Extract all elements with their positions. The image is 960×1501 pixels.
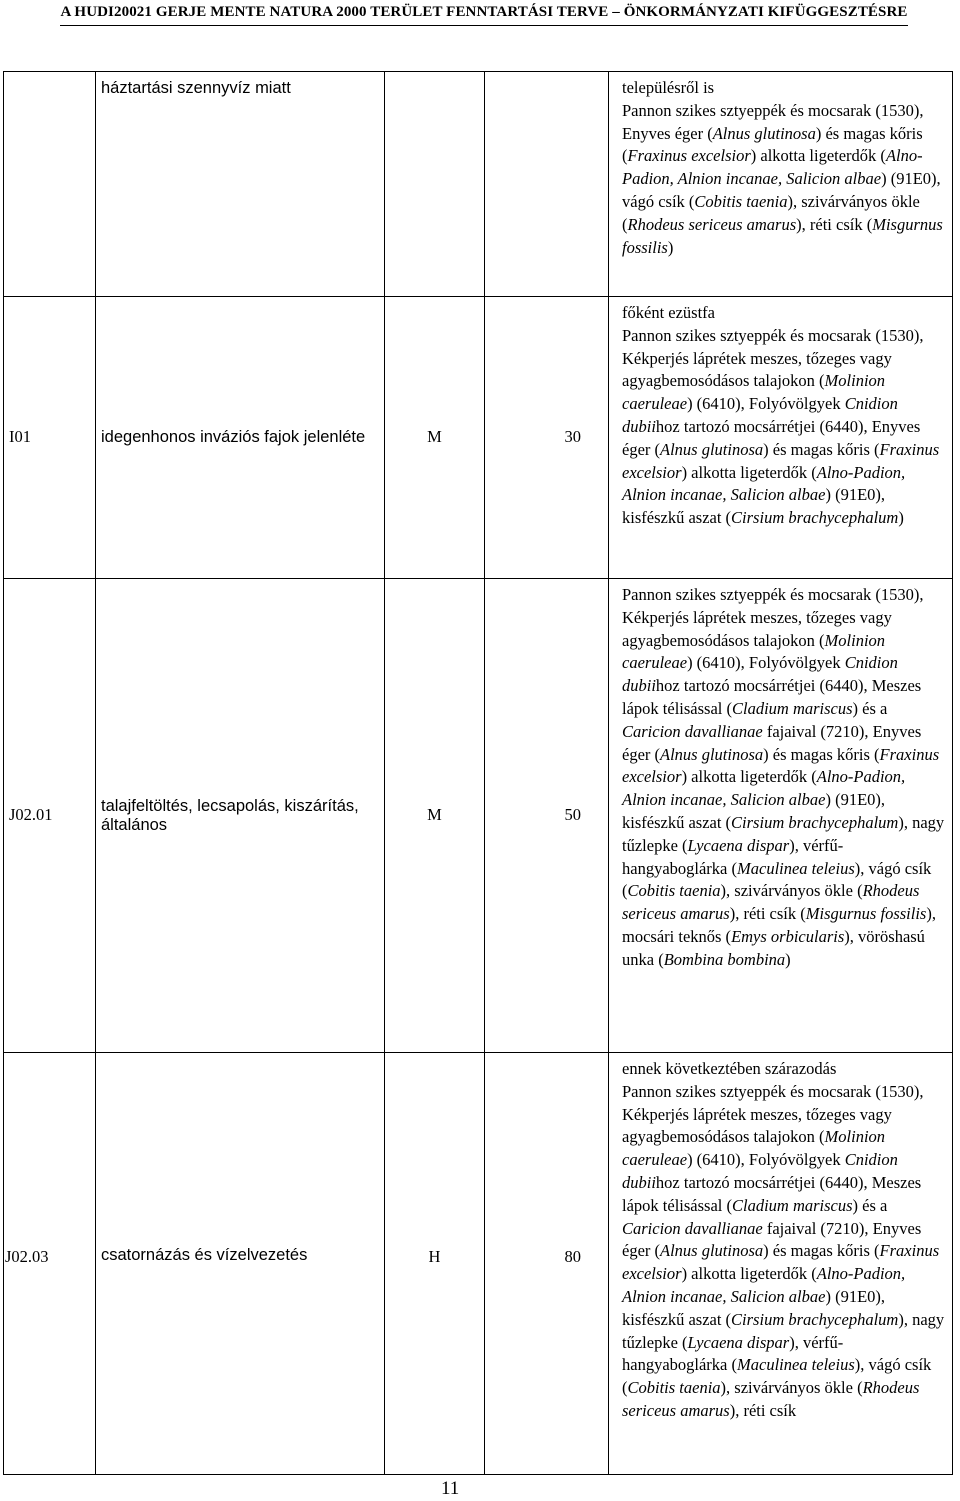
affected-features: ennek következtében szárazodás Pannon szikes sztyeppék és mocsarak (1530), Kékperjés láprétek meszes, tőzeges vagy agyagbemosódásos talajokon (Molinion caeruleae) (6410), Folyóvölgyek Cnidion dubiihoz tartozó mocsárrétjei (6440), Meszes lápok télisással (Cladium mariscus) és a Caricion davallianae fajaival (7210), Enyves éger (Alnus glutinosa) és magas kőris (Fraxinus excelsior) alkotta ligeterdők (Alno-Padion, Alnion incanae, Salicion albae) (91E0), kisfészkű aszat (Cirsium brachycephalum), nagy tűzlepke (Lycaena dispar), vérfű-hangyaboglárka (Maculinea teleius), vágó csík (Cobitis taenia), szivárványos ökle (Rhodeus sericeus amarus), réti csík (609, 1053, 953, 1475)
threat-code: J02.01 (4, 579, 96, 1053)
threat-type: M (385, 579, 485, 1053)
threat-value (485, 72, 609, 297)
threats-table (3, 71, 953, 1475)
threat-type (385, 72, 485, 297)
table-row (4, 72, 953, 297)
page-number: 11 (441, 1478, 460, 1499)
threat-name-text: csatornázás és vízelvezetés (101, 1246, 308, 1264)
table-row (4, 297, 953, 579)
threat-value (485, 1053, 609, 1475)
affected-features: Pannon szikes sztyeppék és mocsarak (1530), Kékperjés láprétek meszes, tőzeges vagy agyagbemosódásos talajokon (Molinion caeruleae) (6410), Folyóvölgyek Cnidion dubiihoz tartozó mocsárrétjei (6440), Meszes lápok télisással (Cladium mariscus) és a Caricion davallianae fajaival (7210), Enyves éger (Alnus glutinosa) és magas kőris (Fraxinus excelsior) alkotta ligeterdők (Alno-Padion, Alnion incanae, Salicion albae) (91E0), kisfészkű aszat (Cirsium brachycephalum), nagy tűzlepke (Lycaena dispar), vérfű-hangyaboglárka (Maculinea teleius), vágó csík (Cobitis taenia), szivárványos ökle (Rhodeus sericeus amarus), réti csík (Misgurnus fossilis), mocsári teknős (Emys orbicularis), vöröshasú unka (Bombina bombina) (609, 579, 953, 1053)
running-header: A HUDI20021 GERJE MENTE NATURA 2000 TERÜLET FENNTARTÁSI TERVE – ÖNKORMÁNYZATI KIFÜGGESZTÉSRE (60, 4, 908, 20)
affected-features: településről is Pannon szikes sztyeppék és mocsarak (1530), Enyves éger (Alnus glutinosa) és magas kőris (Fraxinus excelsior) alkotta ligeterdők (Alno-Padion, Alnion incanae, Salicion albae) (91E0), vágó csík (Cobitis taenia), szivárványos ökle (Rhodeus sericeus amarus), réti csík (Misgurnus fossilis) (609, 72, 953, 297)
threat-name: idegenhonos inváziós fajok jelenléte (96, 297, 385, 579)
header-rule (60, 25, 908, 26)
table-row (4, 1053, 953, 1475)
threat-type: M (385, 297, 485, 579)
threat-name (96, 1053, 385, 1475)
threat-code-text: J02.03 (5, 1247, 49, 1266)
threat-type (385, 1053, 485, 1475)
table-row (4, 579, 953, 1053)
threat-code: I01 (4, 297, 96, 579)
threat-value: 50 (485, 579, 609, 1053)
threat-code (4, 1053, 96, 1475)
threat-name: talajfeltöltés, lecsapolás, kiszárítás, általános (96, 579, 385, 1053)
threat-type-text: H (428, 1247, 441, 1266)
threat-name: háztartási szennyvíz miatt (96, 72, 385, 297)
threat-value-text: 80 (564, 1247, 581, 1266)
threat-value: 30 (485, 297, 609, 579)
threat-code (4, 72, 96, 297)
affected-features: főként ezüstfa Pannon szikes sztyeppék és mocsarak (1530), Kékperjés láprétek meszes, tőzeges vagy agyagbemosódásos talajokon (Molinion caeruleae) (6410), Folyóvölgyek Cnidion dubiihoz tartozó mocsárrétjei (6440), Enyves éger (Alnus glutinosa) és magas kőris (Fraxinus excelsior) alkotta ligeterdők (Alno-Padion, Alnion incanae, Salicion albae) (91E0), kisfészkű aszat (Cirsium brachycephalum) (609, 297, 953, 579)
